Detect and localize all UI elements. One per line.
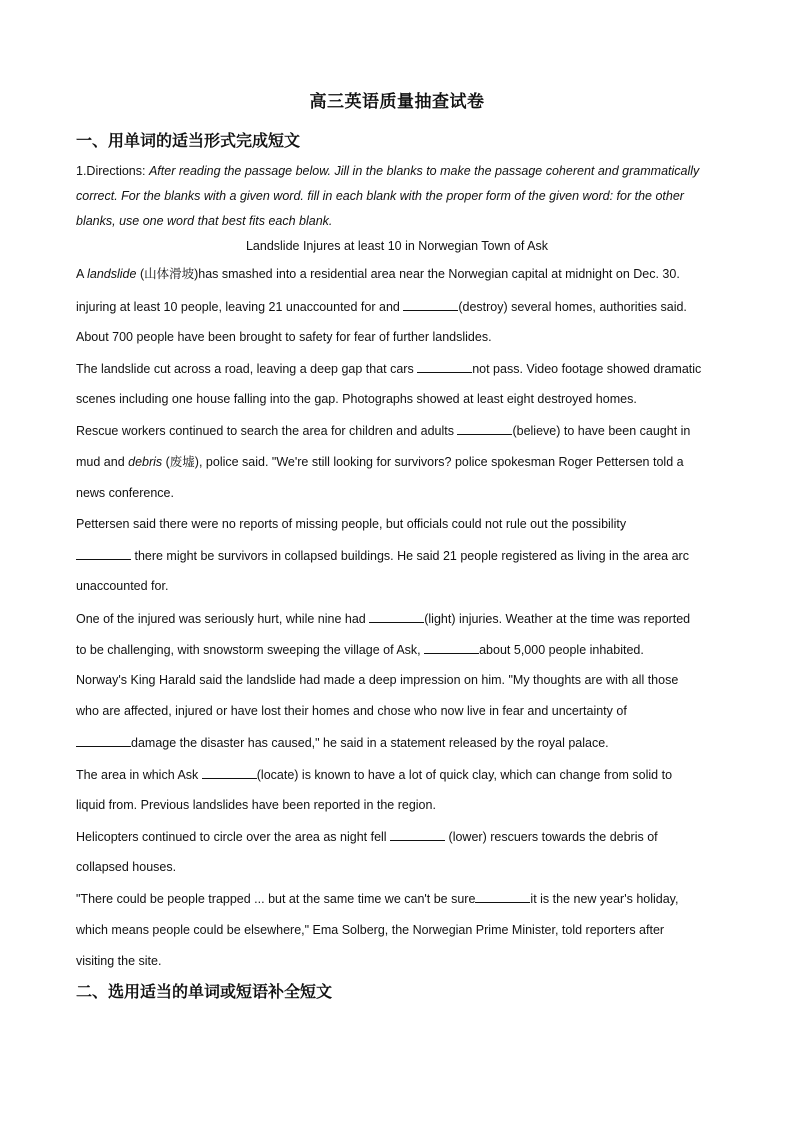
passage-line-23: visiting the site. bbox=[76, 954, 162, 968]
answer-blank-4[interactable] bbox=[76, 547, 131, 560]
answer-blank-6[interactable] bbox=[424, 641, 479, 654]
text: damage the disaster has caused," he said in a statement released by the royal palace. bbox=[131, 736, 609, 750]
section-1-heading: 一、用单词的适当形式完成短文 bbox=[76, 133, 301, 150]
passage-line-12 bbox=[76, 610, 690, 627]
text: there might be survivors in collapsed buildings. He said 21 people registered as living in the area arc bbox=[131, 549, 689, 563]
text: (believe) to have been caught in bbox=[512, 424, 691, 438]
text: mud and bbox=[76, 455, 129, 469]
passage-line-20: collapsed houses. bbox=[76, 860, 177, 874]
directions-prefix: 1.Directions: bbox=[76, 164, 149, 178]
passage-line-18: liquid from. Previous landslides have been reported in the region. bbox=[76, 798, 436, 812]
passage-line-15: who are affected, injured or have lost their homes and chose who now live in fear and uncertainty of bbox=[76, 704, 627, 718]
passage-line-2 bbox=[76, 298, 687, 315]
text: Helicopters continued to circle over the area as night fell bbox=[76, 830, 391, 844]
document-title: 高三英语质量抽查试卷 bbox=[309, 92, 485, 111]
text: it is the new year's holiday, bbox=[530, 892, 679, 906]
passage-line-3: About 700 people have been brought to safety for fear of further landslides. bbox=[76, 330, 492, 344]
directions-line-2: correct. For the blanks with a given word. fill in each blank with the proper form of the given word: for the other bbox=[76, 189, 684, 203]
text: (lower) rescuers towards the debris of bbox=[445, 830, 658, 844]
text: A bbox=[76, 267, 88, 281]
answer-blank-1[interactable] bbox=[403, 298, 458, 311]
text: The landslide cut across a road, leaving a deep gap that cars bbox=[76, 362, 418, 376]
text-italic: landslide bbox=[87, 267, 137, 281]
text: One of the injured was seriously hurt, while nine had bbox=[76, 612, 370, 626]
passage-line-11: unaccounted for. bbox=[76, 579, 169, 593]
text: (light) injuries. Weather at the time was reported bbox=[424, 612, 691, 626]
text: (山体滑坡)has smashed into a residential area near the Norwegian capital at midnight on Dec. 30. bbox=[136, 267, 680, 281]
passage-line-1 bbox=[76, 266, 680, 282]
passage-line-5: scenes including one house falling into the gap. Photographs showed at least eight destroyed homes. bbox=[76, 392, 637, 406]
passage-line-13 bbox=[76, 641, 644, 658]
answer-blank-7[interactable] bbox=[76, 734, 131, 747]
passage-line-4 bbox=[76, 360, 701, 377]
text: not pass. Video footage showed dramatic bbox=[472, 362, 702, 376]
passage-title: Landslide Injures at least 10 in Norwegian Town of Ask bbox=[245, 239, 549, 253]
text-italic: debris bbox=[128, 455, 163, 469]
section-2-heading: 二、选用适当的单词或短语补全短文 bbox=[76, 984, 333, 1001]
text: to be challenging, with snowstorm sweeping the village of Ask, bbox=[76, 643, 425, 657]
text: (locate) is known to have a lot of quick clay, which can change from solid to bbox=[256, 768, 673, 782]
directions-line-1 bbox=[76, 163, 699, 179]
passage-line-9: Pettersen said there were no reports of missing people, but officials could not rule out the possibility bbox=[76, 517, 627, 531]
text: Rescue workers continued to search the area for children and adults bbox=[76, 424, 458, 438]
passage-line-16 bbox=[76, 734, 609, 751]
answer-blank-8[interactable] bbox=[202, 766, 257, 779]
directions-text-1: After reading the passage below. Jill in the blanks to make the passage coherent and grammatically bbox=[148, 164, 700, 178]
answer-blank-2[interactable] bbox=[417, 360, 472, 373]
passage-line-14: Norway's King Harald said the landslide had made a deep impression on him. "My thoughts are with all those bbox=[76, 673, 679, 687]
text: The area in which Ask bbox=[76, 768, 202, 782]
text: about 5,000 people inhabited. bbox=[479, 643, 644, 657]
answer-blank-5[interactable] bbox=[369, 610, 424, 623]
answer-blank-9[interactable] bbox=[390, 828, 445, 841]
answer-blank-3[interactable] bbox=[457, 422, 512, 435]
passage-line-10 bbox=[76, 547, 689, 564]
text: (废墟), police said. "We're still looking for survivors? police spokesman Roger Pettersen told a bbox=[162, 455, 684, 469]
passage-line-19 bbox=[76, 828, 658, 845]
passage-line-8: news conference. bbox=[76, 486, 174, 500]
text: injuring at least 10 people, leaving 21 unaccounted for and bbox=[76, 300, 404, 314]
passage-line-21 bbox=[76, 890, 678, 907]
text: "There could be people trapped ... but at the same time we can't be sure bbox=[76, 892, 476, 906]
passage-line-6 bbox=[76, 422, 690, 439]
directions-line-3: blanks, use one word that best fits each blank. bbox=[76, 214, 333, 228]
passage-line-22: which means people could be elsewhere," Ema Solberg, the Norwegian Prime Minister, told reporters after bbox=[76, 923, 665, 937]
passage-line-17 bbox=[76, 766, 672, 783]
passage-line-7 bbox=[76, 454, 684, 470]
text: (destroy) several homes, authorities said. bbox=[458, 300, 687, 314]
answer-blank-10[interactable] bbox=[475, 890, 530, 903]
